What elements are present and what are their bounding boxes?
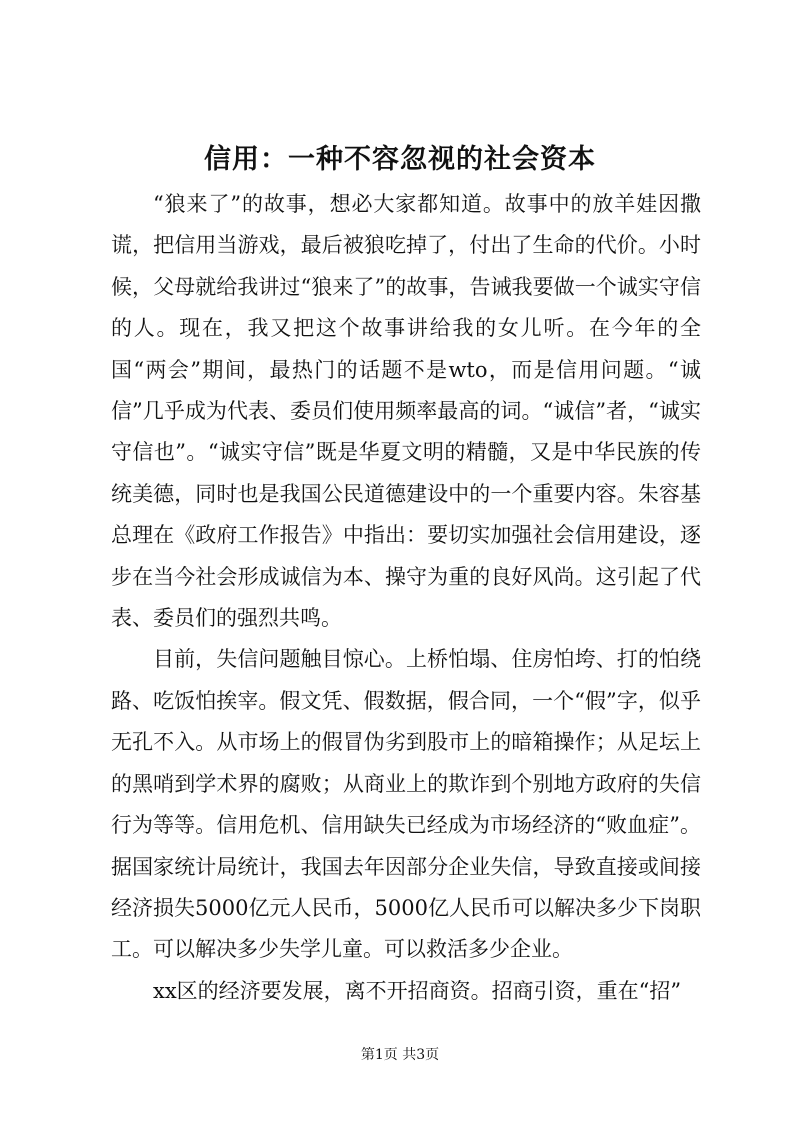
document-title: 信用：一种不容忽视的社会资本 xyxy=(204,144,596,175)
paragraph: 目前，失信问题触目惊心。上桥怕塌、住房怕垮、打的怕绕路、吃饭怕挨宰。假文凭、假数据，假合同，一个“假”字，似乎无孔不入。从市场上的假冒伪劣到股市上的暗箱操作；从足坛上的黑哨到学术界的腐败；从商业上的欺诈到个别地方政府的失信行为等等。信用危机、信用缺失已经成为市场经济的“败血症”。据国家统计局统计，我国去年因部分企业失信，导致直接或间接经济损失5000亿元人民币，5000亿人民币可以解决多少下岗职工。可以解决多少失学儿童。可以救活多少企业。 xyxy=(111,647,701,962)
paragraph: “狼来了”的故事，想必大家都知道。故事中的放羊娃因撒谎，把信用当游戏，最后被狼吃掉了，付出了生命的代价。小时候，父母就给我讲过“狼来了”的故事，告诫我要做一个诚实守信的人。现在，我又把这个故事讲给我的女儿听。在今年的全国“两会”期间，最热门的话题不是wto，而是信用问题。“诚信”几乎成为代表、委员们使用频率最高的词。“诚信”者，“诚实守信也”。“诚实守信”既是华夏文明的精髓，又是中华民族的传统美德，同时也是我国公民道德建设中的一个重要内容。朱容基总理在《政府工作报告》中指出：要切实加强社会信用建设，逐步在当今社会形成诚信为本、操守为重的良好风尚。这引起了代表、委员们的强烈共鸣。 xyxy=(111,192,701,631)
paragraph: xx区的经济要发展，离不开招商资。招商引资，重在“招” xyxy=(153,978,682,1003)
page-number-footer: 第1页 共3页 xyxy=(360,1047,440,1063)
document-body xyxy=(111,184,701,1012)
